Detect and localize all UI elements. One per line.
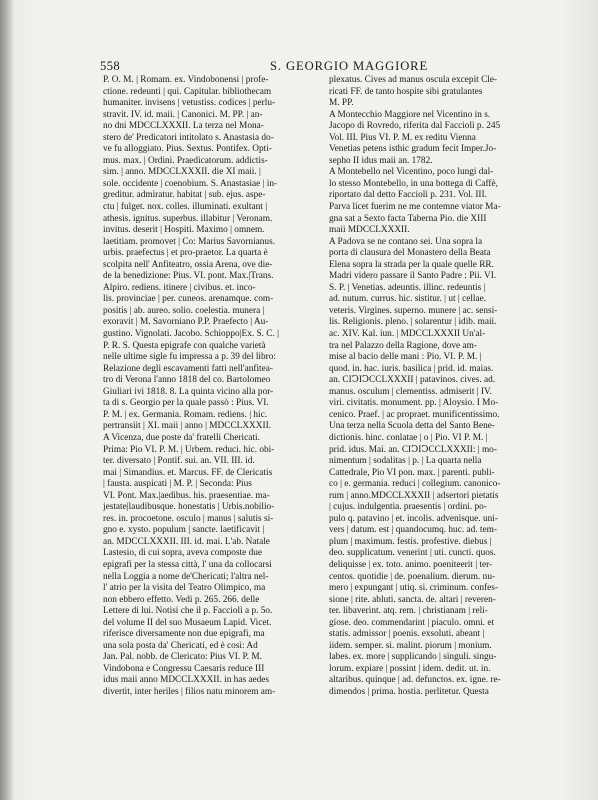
text-line: statis. admissor | poenis. exsoluti. abeant | — [329, 629, 485, 640]
text-line: jestate|laudibusque. honestatis | Urbis.nobilio- — [103, 502, 275, 513]
text-line: mero | expungant | utiq. si. criminum. confes- — [329, 583, 498, 594]
text-line: gustino. Vignolati. Jacobo. Schioppo|Ex. S. C. | — [103, 329, 280, 340]
text-line: prid. idus. Mai. an. CIↃIↃCCLXXXII: | mo- — [329, 444, 497, 455]
page-number: 558 — [100, 59, 121, 73]
text-line: de la benedizione: Pius. VI. pont. Max.|Trans. — [103, 271, 274, 282]
text-line: nelle ultime sigle fu impressa a p. 39 del libro: — [103, 352, 276, 363]
text-line: stero de' Predicatori intitolato s. Anastasia do- — [103, 132, 274, 143]
text-line: Lettere di lui. Notisi che il p. Facciolì a p. 5o. — [103, 606, 273, 617]
text-line: no dni MDCCLXXXII. La terza nel Mona- — [103, 121, 264, 132]
text-line: ve fu alloggiato. Pius. Sextus. Pontifex. Opti- — [103, 144, 272, 155]
text-line: Vol. III. Pius VI. P. M. ex reditu Vienna — [329, 132, 476, 143]
text-line: maii MDCCLXXXII. — [329, 225, 410, 236]
text-line: viri. civitatis. monument. pp. | Aloysio. I Mo- — [329, 398, 499, 409]
text-line: nimentum | sodalitas | p. | La quarta nella — [329, 456, 482, 467]
text-line: Madri videro passare il Santo Padre : Pii. VI. — [329, 271, 497, 282]
text-line: altaribus. quinque | ad. defunctos. ex. igne. re- — [329, 675, 501, 686]
text-line: Relazione degli escavamenti fatti nell'anfitea- — [103, 363, 273, 374]
running-title: S. GEORGIO MAGGIORE — [270, 59, 429, 73]
text-line: stravit. IV. id. maii. | Canonici. M. PP. | an- — [103, 109, 263, 120]
text-line: lis. provinciae | per. cuneos. arenamque. com- — [103, 294, 274, 305]
text-line: rum | anno.MDCCLXXXII | adsertori pietatis — [329, 490, 499, 501]
text-line: Giuliari ivi 1818. 8. La quinta vicino alla por- — [103, 386, 274, 397]
text-line: ta di s. Georgio per la quale passò : Pius. VI. — [103, 398, 269, 409]
text-line: sepho II idus maii an. 1782. — [329, 155, 433, 166]
text-line: riportato dal detto Facciolì p. 231. Vol. III. — [329, 190, 487, 201]
text-line: idus maii anno MDCCLXXXII. in has aedes — [103, 675, 270, 686]
text-line: A Montecchio Maggiore nel Vicentino in s. — [329, 109, 491, 120]
text-line: Lastesio, di cui sopra, aveva composte due — [103, 548, 263, 559]
text-line: l' atrio per la visita del Teatro Olimpico, ma — [103, 583, 266, 594]
text-line: pulo q. patavino | et. incolis. advenisque. uni- — [329, 513, 498, 524]
text-line: VI. Pont. Max.|aedibus. his. praesentiae. ma- — [103, 490, 270, 501]
text-line: deliquisse | ex. toto. animo. poeniteerit | ter- — [329, 559, 493, 570]
text-line: lis. Religionis. pleno. | solarentur | idib. maii. — [329, 317, 497, 328]
text-line: P. O. M. | Romam. ex. Vindobonensi | profe- — [103, 75, 269, 85]
text-line: an. MDCCLXXXII. III. id. mai. L'ab. Natale — [103, 536, 270, 547]
text-line: cenico. Praef. | ac propraet. munificentissimo. — [329, 409, 500, 420]
text-line: veteris. Virgines. superno. munere | ac. sensi- — [329, 305, 498, 316]
text-line: del volume II del suo Musaeum Lapid. Vicet. — [103, 617, 272, 628]
text-line: mise al bacio delle mani : Pio. VI. P. M. | — [329, 352, 482, 363]
left-text-column — [103, 75, 317, 699]
running-header — [100, 59, 540, 75]
text-line: P. R. S. Questa epigrafe con qualche varietà — [103, 340, 266, 351]
text-line: Una terza nella Scuola detta del Santo Bene- — [329, 421, 495, 432]
text-line: ctu | fulget. nox. colles. illuminati. exultant | — [103, 202, 268, 213]
text-line: ricati FF. de tanto hospite sibi gratulantes — [329, 86, 483, 97]
text-line: ter. diversato | Pontif. sui. an. VII. III. id. — [103, 456, 255, 467]
text-line: manus. osculum | clementiss. admiserit | IV. — [329, 386, 492, 397]
text-line: sione | rite. abluti. sancta. de. altari | reveren- — [329, 594, 496, 605]
text-line: una sola posta da' Chericati, ed è così: Ad — [103, 640, 258, 651]
text-line: mai | Simandius. et. Marcus. FF. de Clericatis — [103, 467, 273, 478]
text-line: Prima: Pio VI. P. M. | Urbem. reduci. hic. obi- — [103, 444, 275, 455]
text-line: quod. in. hac. iuris. basilica | prid. id. maias. — [329, 363, 494, 374]
text-line: divertit, inter heriles | filios natu minorem am- — [103, 686, 276, 697]
book-spine-shadow — [0, 0, 14, 800]
text-line: vers | datum. est | quandocumq. huc. ad. tem- — [329, 525, 497, 536]
text-line: lo stesso Montebello, in una bottega di Caffè, — [329, 178, 498, 189]
text-line: | cujus. indulgentia. praesentis | ordini. po- — [329, 502, 487, 513]
text-line: mus. max. | Ordini. Praedicatorum. addictis- — [103, 155, 268, 166]
text-line: tra nel Palazzo della Ragione, dove am- — [329, 340, 477, 351]
text-line: P. M. | ex. Germania. Romam. rediens. | hic. — [103, 409, 268, 420]
text-line: Elena sopra la strada per la quale quelle RR. — [329, 259, 494, 270]
text-line: | fausta. auspicati | M. P. | Seconda: Pius — [103, 479, 252, 490]
text-line: ctione. redeunti | qui. Capitular. bibliothecam — [103, 86, 272, 97]
text-line: nella Loggia a nome de'Chericati; l'altra nel- — [103, 571, 269, 582]
text-line: labes. ex. more | supplicando | singuli. singu- — [329, 652, 497, 663]
text-line: invitus. deserit | Hospiti. Maximo | omnem. — [103, 225, 265, 236]
text-line: S. P. | Venetias. adeuntis. illinc. redeuntis | — [329, 282, 486, 293]
text-line: urbis. praefectus | et pro-praetor. La quarta è — [103, 248, 268, 259]
text-line: A Montebello nel Vicentino, poco lungi dal- — [329, 167, 494, 178]
text-line: pertransiit | XI. maii | anno | MDCCLXXXII. — [103, 421, 271, 432]
text-line: greditur. admiratur. habitat | sub. ejus. aspe- — [103, 190, 266, 201]
text-line: tro di Verona l'anno 1818 del co. Bartolomeo — [103, 375, 271, 386]
text-line: plum | maximum. festis. profestive. diebus | — [329, 536, 492, 547]
text-line: co | e. germania. reduci | collegium. canonico- — [329, 479, 501, 490]
text-line: Vindobona e Congressu Caesaris reduce III — [103, 663, 265, 674]
text-line: riferisce diversamente non due epigrafi, ma — [103, 629, 265, 640]
text-line: positis | ab. aureo. solio. coelestia. munera | — [103, 305, 265, 316]
text-line: Jan. Pal. nobb. de Clericato: Pius VI. P. M. — [103, 652, 262, 663]
text-line: sole. occidente | coenobium. S. Anastasiae | in- — [103, 178, 278, 189]
right-text-column — [329, 75, 544, 699]
text-line: Cattedrale, Pio VI pon. max. | parenti. publi- — [329, 467, 495, 478]
text-line: centos. quotidie | de. poenalium. dierum. nu- — [329, 571, 496, 582]
text-line: an. CIↃIↃCCLXXXII | patavinos. cives. ad. — [329, 375, 496, 386]
text-line: M. PP. — [329, 98, 354, 109]
text-line: Alpiro. rediens. itinere | civibus. et. inco- — [103, 282, 256, 293]
text-line: gna sat a Sexto facta Taberna Pio. die XIII — [329, 213, 487, 224]
text-line: Parva licet fuerim ne me contemne viator Ma- — [329, 202, 501, 213]
text-line: giose. deo. commendarint | piaculo. omni. et — [329, 617, 495, 628]
text-line: A Padova se ne contano sei. Una sopra la — [329, 236, 483, 247]
text-line: porta di clausura del Monastero della Beata — [329, 248, 491, 259]
text-line: epigrafi per la stessa città, l' una da collocarsi — [103, 559, 272, 570]
text-line: dictionis. hinc. conlatae | o | Pio. VI P. M. | — [329, 432, 488, 443]
text-line: exoravit | M. Savorniano P.P. Praefecto | Au- — [103, 317, 269, 328]
text-line: iidem. semper. si. malint. piorum | monium. — [329, 640, 492, 651]
text-line: gno e. xysto. populum | sancte. laetificavit | — [103, 525, 265, 536]
text-line: athesis. ignitus. superbus. illabitur | Veronam. — [103, 213, 273, 224]
text-line: Jacopo di Rovredo, riferita dal Facciolì p. 245 — [329, 121, 501, 132]
text-line: ter. libaverint. atq. rem. | christianam | reli- — [329, 606, 488, 617]
text-line: humaniter. invisens | vetustiss. codices | perlu- — [103, 98, 276, 109]
text-line: ac. XIV. Kal. iun. | MDCCLXXXII Un'al- — [329, 329, 486, 340]
text-line: non ebbero effetto. Vedi p. 265. 266. delle — [103, 594, 260, 605]
text-line: res. in. procoetone. osculo | manus | salutis si- — [103, 513, 274, 524]
text-line: deo. supplicatum. venerint | uti. cuncti. quos. — [329, 548, 496, 559]
text-line: plexatus. Cives ad manus oscula excepit Cle- — [329, 75, 498, 85]
text-line: scolpita nell' Anfiteatro, ossia Arena, ove die- — [103, 259, 273, 270]
text-line: laetitiam. promovet | Co: Marius Savornianus. — [103, 236, 276, 247]
text-line: dimendos | prima. hostia. perlitetur. Questa — [329, 686, 489, 697]
text-line: A Vicenza, due poste da' fratelli Chericati. — [103, 432, 260, 443]
text-line: Venetias petens isthic gradum fecit Imper.Jo- — [329, 144, 497, 155]
text-line: sim. | anno. MDCCLXXXII. die XI maii. | — [103, 167, 261, 178]
text-line: ad. nutum. currus. hic. sistitur. | ut | cellae. — [329, 294, 487, 305]
text-line: lorum. expiare | possint | idem. dedit. ut. in. — [329, 663, 491, 674]
